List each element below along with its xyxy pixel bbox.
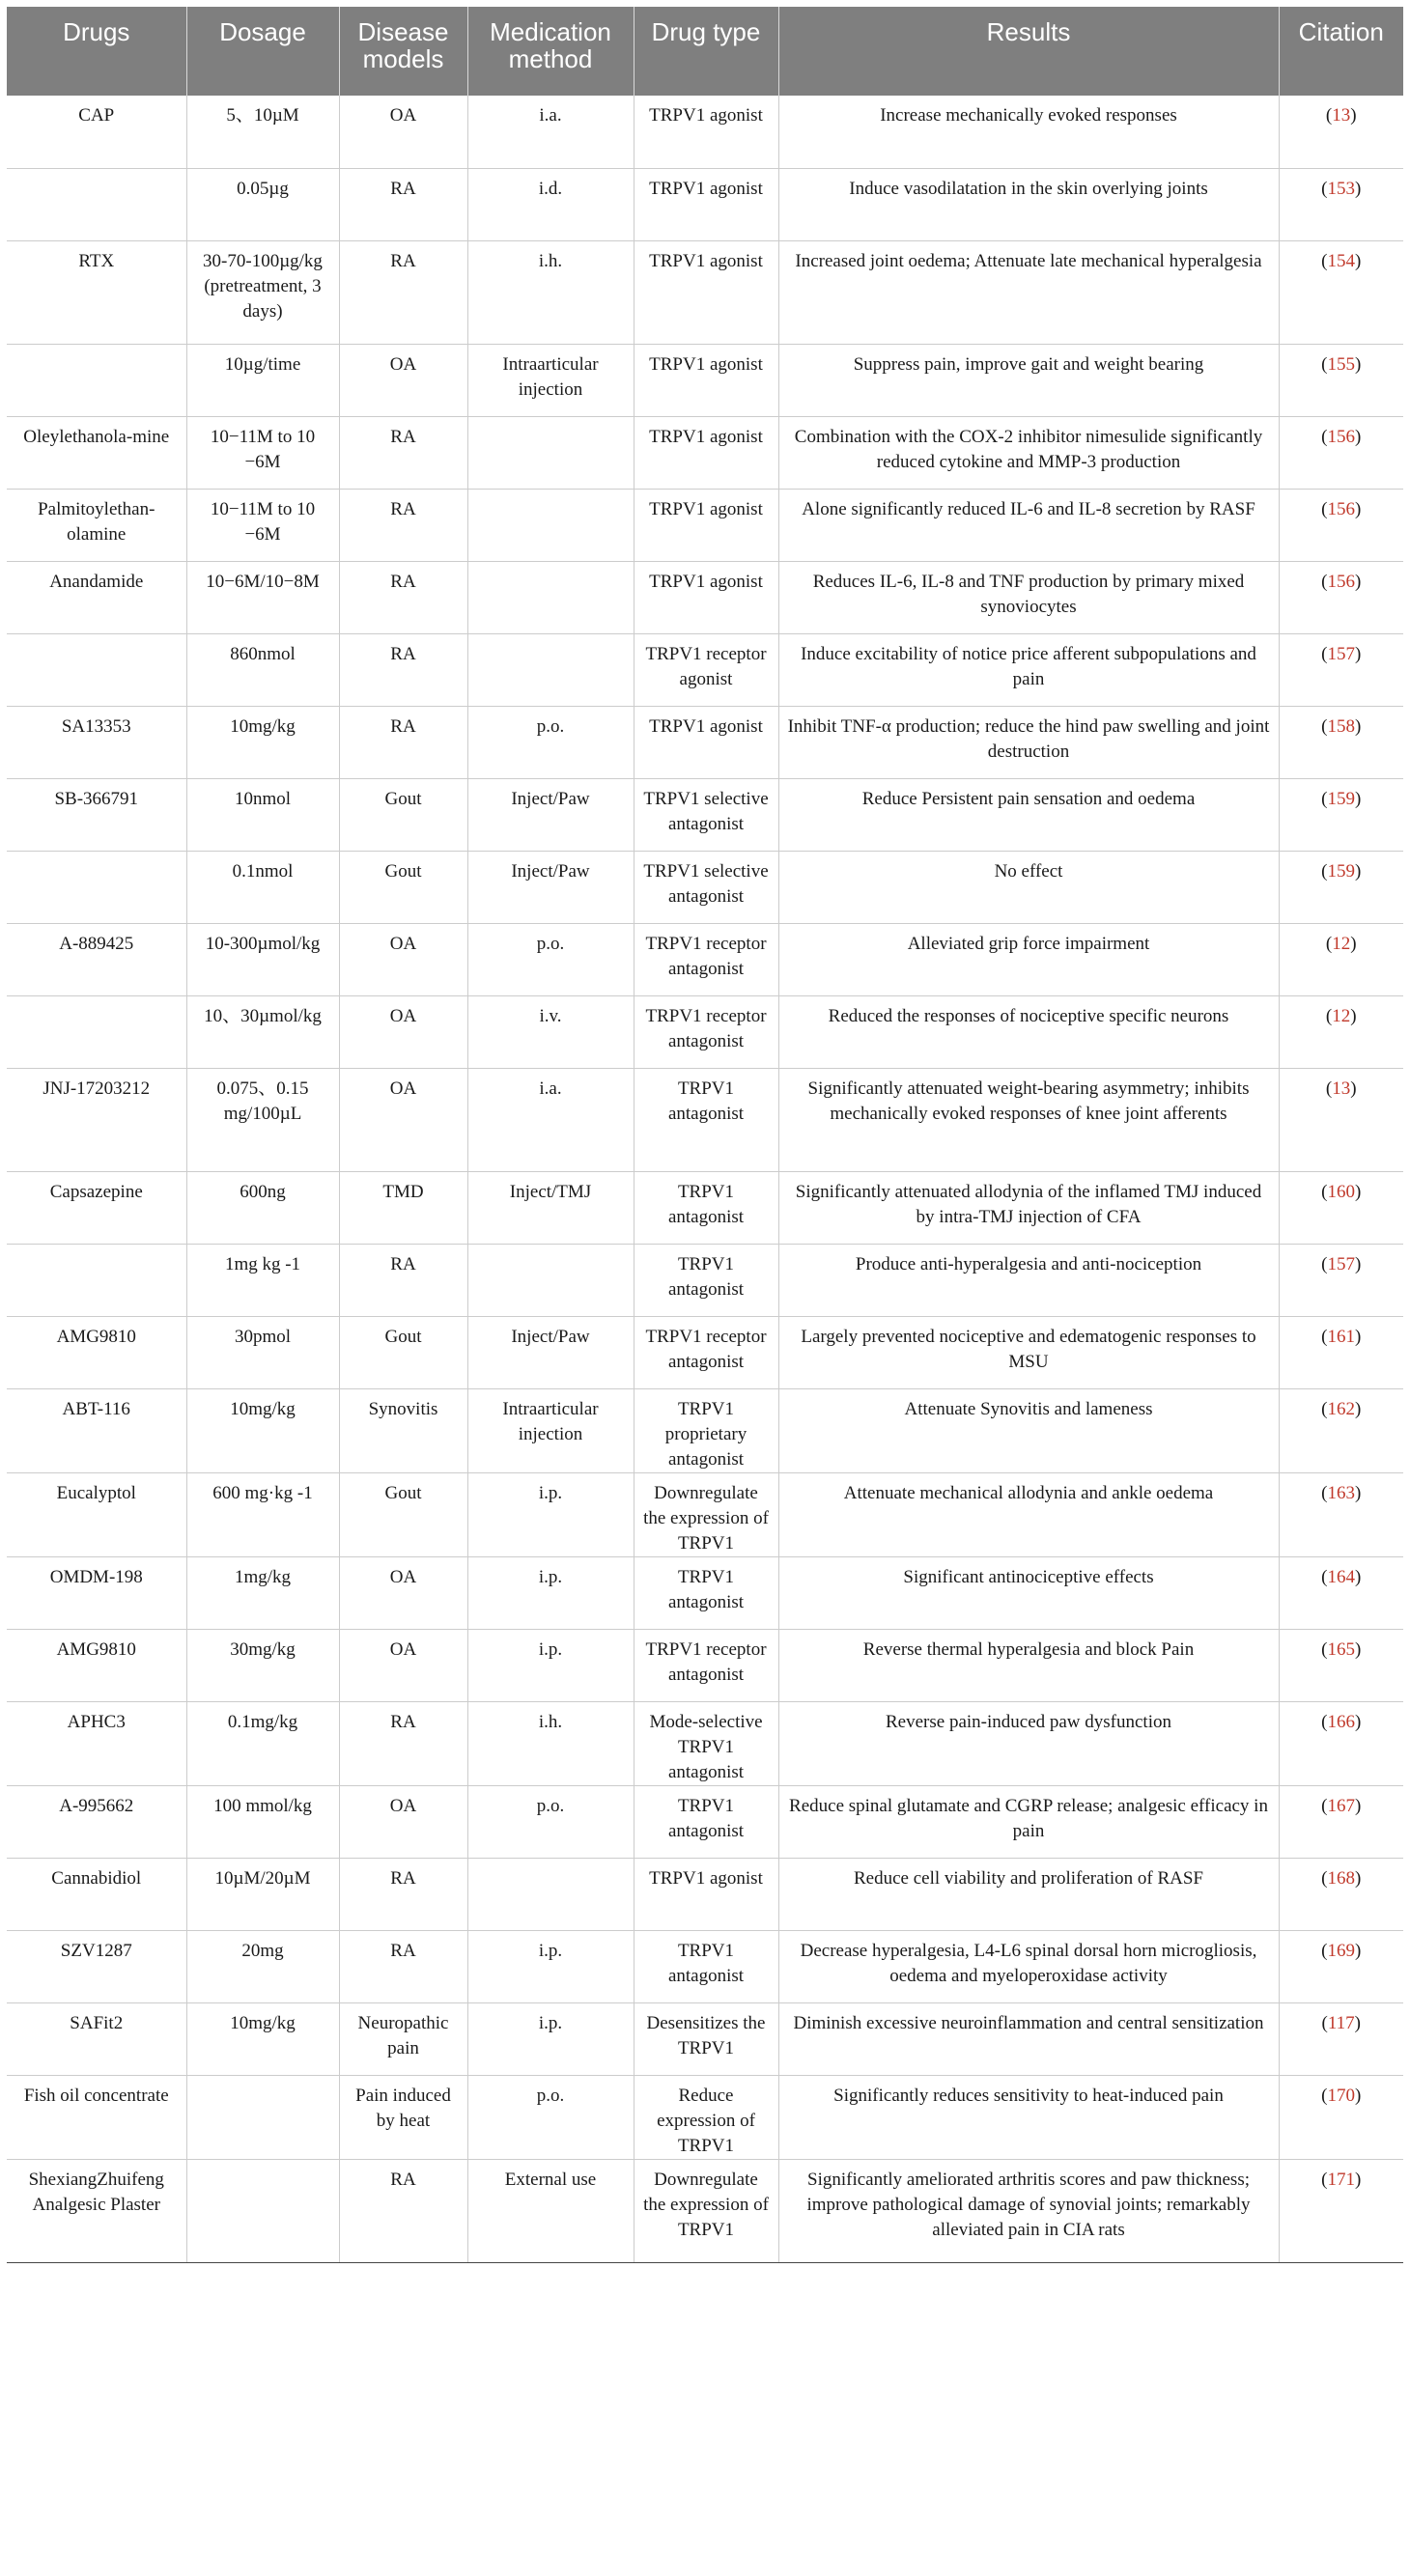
cell-citation: (153) <box>1279 168 1403 240</box>
table-row <box>7 1388 1403 1472</box>
citation-link[interactable]: 159 <box>1327 788 1355 809</box>
cell-drug-type: TRPV1 agonist <box>634 344 778 416</box>
citation-link[interactable]: 12 <box>1332 1005 1351 1026</box>
table-row <box>7 1858 1403 1930</box>
citation-link[interactable]: 156 <box>1327 498 1355 519</box>
cell-result: Reduce Persistent pain sensation and oedema <box>778 778 1279 851</box>
cell-drug <box>7 344 186 416</box>
cell-drug-type: TRPV1 agonist <box>634 240 778 344</box>
cell-result: Increased joint oedema; Attenuate late mechanical hyperalgesia <box>778 240 1279 344</box>
cell-drug: Capsazepine <box>7 1171 186 1244</box>
cell-dosage <box>186 2075 339 2159</box>
cell-dosage: 10−11M to 10 −6M <box>186 489 339 561</box>
cell-medication-method: Inject/TMJ <box>467 1171 634 1244</box>
cell-drug-type: Downregulate the expression of TRPV1 <box>634 2159 778 2262</box>
table-row <box>7 633 1403 706</box>
cell-drug: APHC3 <box>7 1701 186 1785</box>
cell-result: Alleviated grip force impairment <box>778 923 1279 995</box>
cell-disease-model: RA <box>339 561 467 633</box>
header-drugs: Drugs <box>7 7 186 96</box>
cell-drug: Palmitoylethan-olamine <box>7 489 186 561</box>
table-row <box>7 1629 1403 1701</box>
cell-drug: AMG9810 <box>7 1316 186 1388</box>
cell-drug: ShexiangZhuifeng Analgesic Plaster <box>7 2159 186 2262</box>
table-row <box>7 1556 1403 1629</box>
citation-link[interactable]: 169 <box>1327 1940 1355 1961</box>
cell-disease-model: RA <box>339 633 467 706</box>
table-row <box>7 1785 1403 1858</box>
citation-link[interactable]: 162 <box>1327 1398 1355 1419</box>
table-row <box>7 1701 1403 1785</box>
table-row <box>7 923 1403 995</box>
header-dosage: Dosage <box>186 7 339 96</box>
citation-link[interactable]: 165 <box>1327 1638 1355 1660</box>
cell-disease-model: RA <box>339 1701 467 1785</box>
cell-citation: (158) <box>1279 706 1403 778</box>
cell-medication-method: i.v. <box>467 995 634 1068</box>
cell-dosage: 30-70-100µg/kg (pretreatment, 3 days) <box>186 240 339 344</box>
cell-drug: ABT-116 <box>7 1388 186 1472</box>
cell-disease-model: RA <box>339 1244 467 1316</box>
table-row <box>7 2075 1403 2159</box>
cell-medication-method: Inject/Paw <box>467 778 634 851</box>
cell-disease-model: RA <box>339 416 467 489</box>
citation-link[interactable]: 13 <box>1332 1078 1351 1099</box>
cell-drug-type: TRPV1 agonist <box>634 168 778 240</box>
cell-medication-method: Inject/Paw <box>467 1316 634 1388</box>
cell-drug: Oleylethanola-mine <box>7 416 186 489</box>
cell-result: Attenuate Synovitis and lameness <box>778 1388 1279 1472</box>
cell-citation: (163) <box>1279 1472 1403 1556</box>
table-row <box>7 1244 1403 1316</box>
cell-drug: OMDM-198 <box>7 1556 186 1629</box>
citation-link[interactable]: 12 <box>1332 933 1351 954</box>
cell-disease-model: Pain induced by heat <box>339 2075 467 2159</box>
header-drug-type: Drug type <box>634 7 778 96</box>
table-row <box>7 168 1403 240</box>
cell-medication-method: Intraarticular injection <box>467 344 634 416</box>
cell-citation: (168) <box>1279 1858 1403 1930</box>
cell-medication-method: p.o. <box>467 706 634 778</box>
table-row <box>7 778 1403 851</box>
cell-drug: SZV1287 <box>7 1930 186 2002</box>
cell-disease-model: RA <box>339 706 467 778</box>
cell-drug-type: TRPV1 receptor antagonist <box>634 923 778 995</box>
cell-drug-type: TRPV1 agonist <box>634 706 778 778</box>
cell-disease-model: RA <box>339 1930 467 2002</box>
cell-drug-type: TRPV1 antagonist <box>634 1556 778 1629</box>
cell-dosage: 30pmol <box>186 1316 339 1388</box>
cell-dosage: 10nmol <box>186 778 339 851</box>
citation-link[interactable]: 167 <box>1327 1795 1355 1816</box>
cell-dosage: 860nmol <box>186 633 339 706</box>
cell-medication-method: p.o. <box>467 1785 634 1858</box>
citation-link[interactable]: 163 <box>1327 1482 1355 1503</box>
cell-dosage: 0.1mg/kg <box>186 1701 339 1785</box>
cell-medication-method <box>467 1858 634 1930</box>
cell-drug-type: TRPV1 selective antagonist <box>634 778 778 851</box>
cell-disease-model: OA <box>339 1556 467 1629</box>
cell-dosage: 1mg kg -1 <box>186 1244 339 1316</box>
table-row <box>7 96 1403 168</box>
cell-citation: (157) <box>1279 1244 1403 1316</box>
cell-disease-model: OA <box>339 995 467 1068</box>
cell-drug <box>7 851 186 923</box>
cell-disease-model: Gout <box>339 778 467 851</box>
cell-medication-method: p.o. <box>467 2075 634 2159</box>
cell-result: Combination with the COX-2 inhibitor nimesulide significantly reduced cytokine and MMP-3 production <box>778 416 1279 489</box>
citation-link[interactable]: 170 <box>1327 2085 1355 2106</box>
cell-result: Significantly attenuated weight-bearing asymmetry; inhibits mechanically evoked responses of knee joint afferents <box>778 1068 1279 1171</box>
cell-citation: (165) <box>1279 1629 1403 1701</box>
cell-disease-model: OA <box>339 96 467 168</box>
cell-medication-method: i.h. <box>467 1701 634 1785</box>
cell-disease-model: Synovitis <box>339 1388 467 1472</box>
cell-dosage: 100 mmol/kg <box>186 1785 339 1858</box>
cell-disease-model: RA <box>339 168 467 240</box>
cell-medication-method: i.p. <box>467 1930 634 2002</box>
cell-result: Decrease hyperalgesia, L4-L6 spinal dorsal horn microgliosis, oedema and myeloperoxidase activity <box>778 1930 1279 2002</box>
cell-result: Alone significantly reduced IL-6 and IL-8 secretion by RASF <box>778 489 1279 561</box>
table-row <box>7 416 1403 489</box>
cell-drug: Eucalyptol <box>7 1472 186 1556</box>
cell-dosage: 30mg/kg <box>186 1629 339 1701</box>
cell-citation: (117) <box>1279 2002 1403 2075</box>
cell-drug: SA13353 <box>7 706 186 778</box>
cell-drug-type: TRPV1 agonist <box>634 96 778 168</box>
header-citation: Citation <box>1279 7 1403 96</box>
table-row <box>7 2159 1403 2262</box>
cell-citation: (166) <box>1279 1701 1403 1785</box>
cell-dosage: 10-300µmol/kg <box>186 923 339 995</box>
cell-result: Largely prevented nociceptive and edematogenic responses to MSU <box>778 1316 1279 1388</box>
cell-medication-method: Inject/Paw <box>467 851 634 923</box>
cell-dosage: 1mg/kg <box>186 1556 339 1629</box>
cell-citation: (13) <box>1279 96 1403 168</box>
cell-result: Induce vasodilatation in the skin overlying joints <box>778 168 1279 240</box>
cell-medication-method <box>467 561 634 633</box>
cell-result: Reduce cell viability and proliferation of RASF <box>778 1858 1279 1930</box>
cell-disease-model: Gout <box>339 1316 467 1388</box>
cell-disease-model: RA <box>339 2159 467 2262</box>
citation-link[interactable]: 166 <box>1327 1711 1355 1732</box>
cell-citation: (12) <box>1279 995 1403 1068</box>
table-row <box>7 995 1403 1068</box>
cell-dosage: 600ng <box>186 1171 339 1244</box>
cell-dosage: 10mg/kg <box>186 2002 339 2075</box>
cell-drug: Cannabidiol <box>7 1858 186 1930</box>
table-row <box>7 1068 1403 1171</box>
citation-link[interactable]: 156 <box>1327 426 1355 447</box>
table-row <box>7 561 1403 633</box>
cell-drug: SB-366791 <box>7 778 186 851</box>
cell-result: Reduces IL-6, IL-8 and TNF production by primary mixed synoviocytes <box>778 561 1279 633</box>
cell-citation: (160) <box>1279 1171 1403 1244</box>
cell-result: Significantly ameliorated arthritis scores and paw thickness; improve pathological damage of synovial joints; remarkably alleviated pain in CIA rats <box>778 2159 1279 2262</box>
cell-medication-method: i.p. <box>467 1472 634 1556</box>
table-row <box>7 1171 1403 1244</box>
cell-dosage: 10µg/time <box>186 344 339 416</box>
cell-result: Diminish excessive neuroinflammation and central sensitization <box>778 2002 1279 2075</box>
table-row <box>7 489 1403 561</box>
cell-result: Significantly reduces sensitivity to heat-induced pain <box>778 2075 1279 2159</box>
cell-medication-method: i.p. <box>467 2002 634 2075</box>
cell-citation: (170) <box>1279 2075 1403 2159</box>
cell-disease-model: Neuropathic pain <box>339 2002 467 2075</box>
cell-disease-model: Gout <box>339 851 467 923</box>
citation-link[interactable]: 117 <box>1327 2012 1355 2033</box>
cell-drug-type: TRPV1 agonist <box>634 416 778 489</box>
citation-link[interactable]: 160 <box>1327 1181 1355 1202</box>
header-disease-models: Disease models <box>339 7 467 96</box>
cell-drug-type: TRPV1 antagonist <box>634 1785 778 1858</box>
cell-result: Increase mechanically evoked responses <box>778 96 1279 168</box>
cell-disease-model: OA <box>339 344 467 416</box>
cell-dosage: 5、10µM <box>186 96 339 168</box>
cell-dosage: 10µM/20µM <box>186 1858 339 1930</box>
cell-drug-type: TRPV1 receptor antagonist <box>634 995 778 1068</box>
table-row <box>7 240 1403 344</box>
cell-citation: (159) <box>1279 778 1403 851</box>
cell-citation: (13) <box>1279 1068 1403 1171</box>
cell-citation: (12) <box>1279 923 1403 995</box>
cell-disease-model: OA <box>339 1068 467 1171</box>
cell-result: Produce anti-hyperalgesia and anti-nociception <box>778 1244 1279 1316</box>
cell-drug-type: Reduce expression of TRPV1 <box>634 2075 778 2159</box>
citation-link[interactable]: 157 <box>1327 643 1355 664</box>
cell-result: Inhibit TNF-α production; reduce the hind paw swelling and joint destruction <box>778 706 1279 778</box>
cell-dosage: 0.05µg <box>186 168 339 240</box>
cell-result: Reduced the responses of nociceptive specific neurons <box>778 995 1279 1068</box>
table-row <box>7 1316 1403 1388</box>
cell-result: No effect <box>778 851 1279 923</box>
cell-result: Significant antinociceptive effects <box>778 1556 1279 1629</box>
cell-medication-method: p.o. <box>467 923 634 995</box>
cell-dosage: 10mg/kg <box>186 1388 339 1472</box>
cell-citation: (169) <box>1279 1930 1403 2002</box>
cell-dosage: 0.1nmol <box>186 851 339 923</box>
cell-dosage: 0.075、0.15 mg/100µL <box>186 1068 339 1171</box>
cell-result: Reduce spinal glutamate and CGRP release; analgesic efficacy in pain <box>778 1785 1279 1858</box>
cell-disease-model: Gout <box>339 1472 467 1556</box>
cell-citation: (164) <box>1279 1556 1403 1629</box>
cell-medication-method: i.d. <box>467 168 634 240</box>
cell-drug <box>7 168 186 240</box>
cell-drug-type: TRPV1 antagonist <box>634 1930 778 2002</box>
cell-medication-method: i.a. <box>467 1068 634 1171</box>
citation-link[interactable]: 157 <box>1327 1253 1355 1274</box>
cell-drug: A-995662 <box>7 1785 186 1858</box>
cell-drug: A-889425 <box>7 923 186 995</box>
cell-drug-type: TRPV1 antagonist <box>634 1068 778 1171</box>
cell-drug: Fish oil concentrate <box>7 2075 186 2159</box>
cell-medication-method <box>467 633 634 706</box>
cell-medication-method: i.p. <box>467 1629 634 1701</box>
cell-drug-type: TRPV1 receptor agonist <box>634 633 778 706</box>
table-row <box>7 2002 1403 2075</box>
cell-medication-method: External use <box>467 2159 634 2262</box>
cell-disease-model: OA <box>339 923 467 995</box>
citation-link[interactable]: 171 <box>1327 2169 1355 2190</box>
cell-drug-type: Downregulate the expression of TRPV1 <box>634 1472 778 1556</box>
cell-drug: SAFit2 <box>7 2002 186 2075</box>
cell-drug: CAP <box>7 96 186 168</box>
cell-medication-method: Intraarticular injection <box>467 1388 634 1472</box>
cell-drug-type: TRPV1 agonist <box>634 489 778 561</box>
cell-drug-type: TRPV1 agonist <box>634 1858 778 1930</box>
cell-drug-type: TRPV1 antagonist <box>634 1171 778 1244</box>
header-row <box>7 7 1403 96</box>
cell-drug-type: TRPV1 receptor antagonist <box>634 1316 778 1388</box>
cell-drug <box>7 995 186 1068</box>
cell-citation: (156) <box>1279 416 1403 489</box>
table-row <box>7 344 1403 416</box>
cell-drug <box>7 633 186 706</box>
cell-dosage: 20mg <box>186 1930 339 2002</box>
citation-link[interactable]: 156 <box>1327 571 1355 592</box>
cell-citation: (155) <box>1279 344 1403 416</box>
cell-result: Suppress pain, improve gait and weight bearing <box>778 344 1279 416</box>
cell-citation: (157) <box>1279 633 1403 706</box>
cell-dosage: 10mg/kg <box>186 706 339 778</box>
citation-link[interactable]: 155 <box>1327 353 1355 375</box>
cell-drug: JNJ-17203212 <box>7 1068 186 1171</box>
cell-result: Significantly attenuated allodynia of the inflamed TMJ induced by intra-TMJ injection of CFA <box>778 1171 1279 1244</box>
cell-medication-method: i.a. <box>467 96 634 168</box>
cell-disease-model: RA <box>339 240 467 344</box>
cell-drug-type: TRPV1 proprietary antagonist <box>634 1388 778 1472</box>
cell-drug: Anandamide <box>7 561 186 633</box>
cell-disease-model: RA <box>339 489 467 561</box>
cell-medication-method <box>467 416 634 489</box>
cell-citation: (162) <box>1279 1388 1403 1472</box>
cell-citation: (171) <box>1279 2159 1403 2262</box>
cell-drug: AMG9810 <box>7 1629 186 1701</box>
cell-result: Induce excitability of notice price afferent subpopulations and pain <box>778 633 1279 706</box>
citation-link[interactable]: 154 <box>1327 250 1355 271</box>
cell-drug-type: Desensitizes the TRPV1 <box>634 2002 778 2075</box>
cell-medication-method <box>467 1244 634 1316</box>
cell-result: Attenuate mechanical allodynia and ankle oedema <box>778 1472 1279 1556</box>
cell-drug-type: TRPV1 antagonist <box>634 1244 778 1316</box>
cell-drug-type: TRPV1 receptor antagonist <box>634 1629 778 1701</box>
cell-disease-model: TMD <box>339 1171 467 1244</box>
cell-dosage: 10−6M/10−8M <box>186 561 339 633</box>
cell-medication-method <box>467 489 634 561</box>
citation-link[interactable]: 161 <box>1327 1326 1355 1347</box>
cell-disease-model: OA <box>339 1785 467 1858</box>
cell-medication-method: i.p. <box>467 1556 634 1629</box>
cell-dosage: 10、30µmol/kg <box>186 995 339 1068</box>
cell-drug-type: Mode-selective TRPV1 antagonist <box>634 1701 778 1785</box>
cell-citation: (159) <box>1279 851 1403 923</box>
citation-link[interactable]: 168 <box>1327 1867 1355 1889</box>
cell-citation: (156) <box>1279 561 1403 633</box>
cell-result: Reverse thermal hyperalgesia and block Pain <box>778 1629 1279 1701</box>
header-results: Results <box>778 7 1279 96</box>
cell-medication-method: i.h. <box>467 240 634 344</box>
table-row <box>7 1930 1403 2002</box>
cell-drug-type: TRPV1 selective antagonist <box>634 851 778 923</box>
cell-drug: RTX <box>7 240 186 344</box>
citation-link[interactable]: 159 <box>1327 860 1355 882</box>
table-row <box>7 851 1403 923</box>
cell-drug <box>7 1244 186 1316</box>
cell-citation: (154) <box>1279 240 1403 344</box>
table-body <box>7 96 1403 2262</box>
cell-drug-type: TRPV1 agonist <box>634 561 778 633</box>
cell-dosage: 10−11M to 10 −6M <box>186 416 339 489</box>
cell-citation: (167) <box>1279 1785 1403 1858</box>
citation-link[interactable]: 13 <box>1332 105 1351 126</box>
table-row <box>7 706 1403 778</box>
cell-disease-model: OA <box>339 1629 467 1701</box>
drug-table <box>7 7 1403 2263</box>
citation-link[interactable]: 158 <box>1327 715 1355 737</box>
cell-dosage <box>186 2159 339 2262</box>
table-row <box>7 1472 1403 1556</box>
cell-citation: (161) <box>1279 1316 1403 1388</box>
cell-disease-model: RA <box>339 1858 467 1930</box>
header-medication-method: Medication method <box>467 7 634 96</box>
cell-dosage: 600 mg·kg -1 <box>186 1472 339 1556</box>
citation-link[interactable]: 153 <box>1327 178 1355 199</box>
cell-citation: (156) <box>1279 489 1403 561</box>
cell-result: Reverse pain-induced paw dysfunction <box>778 1701 1279 1785</box>
citation-link[interactable]: 164 <box>1327 1566 1355 1587</box>
